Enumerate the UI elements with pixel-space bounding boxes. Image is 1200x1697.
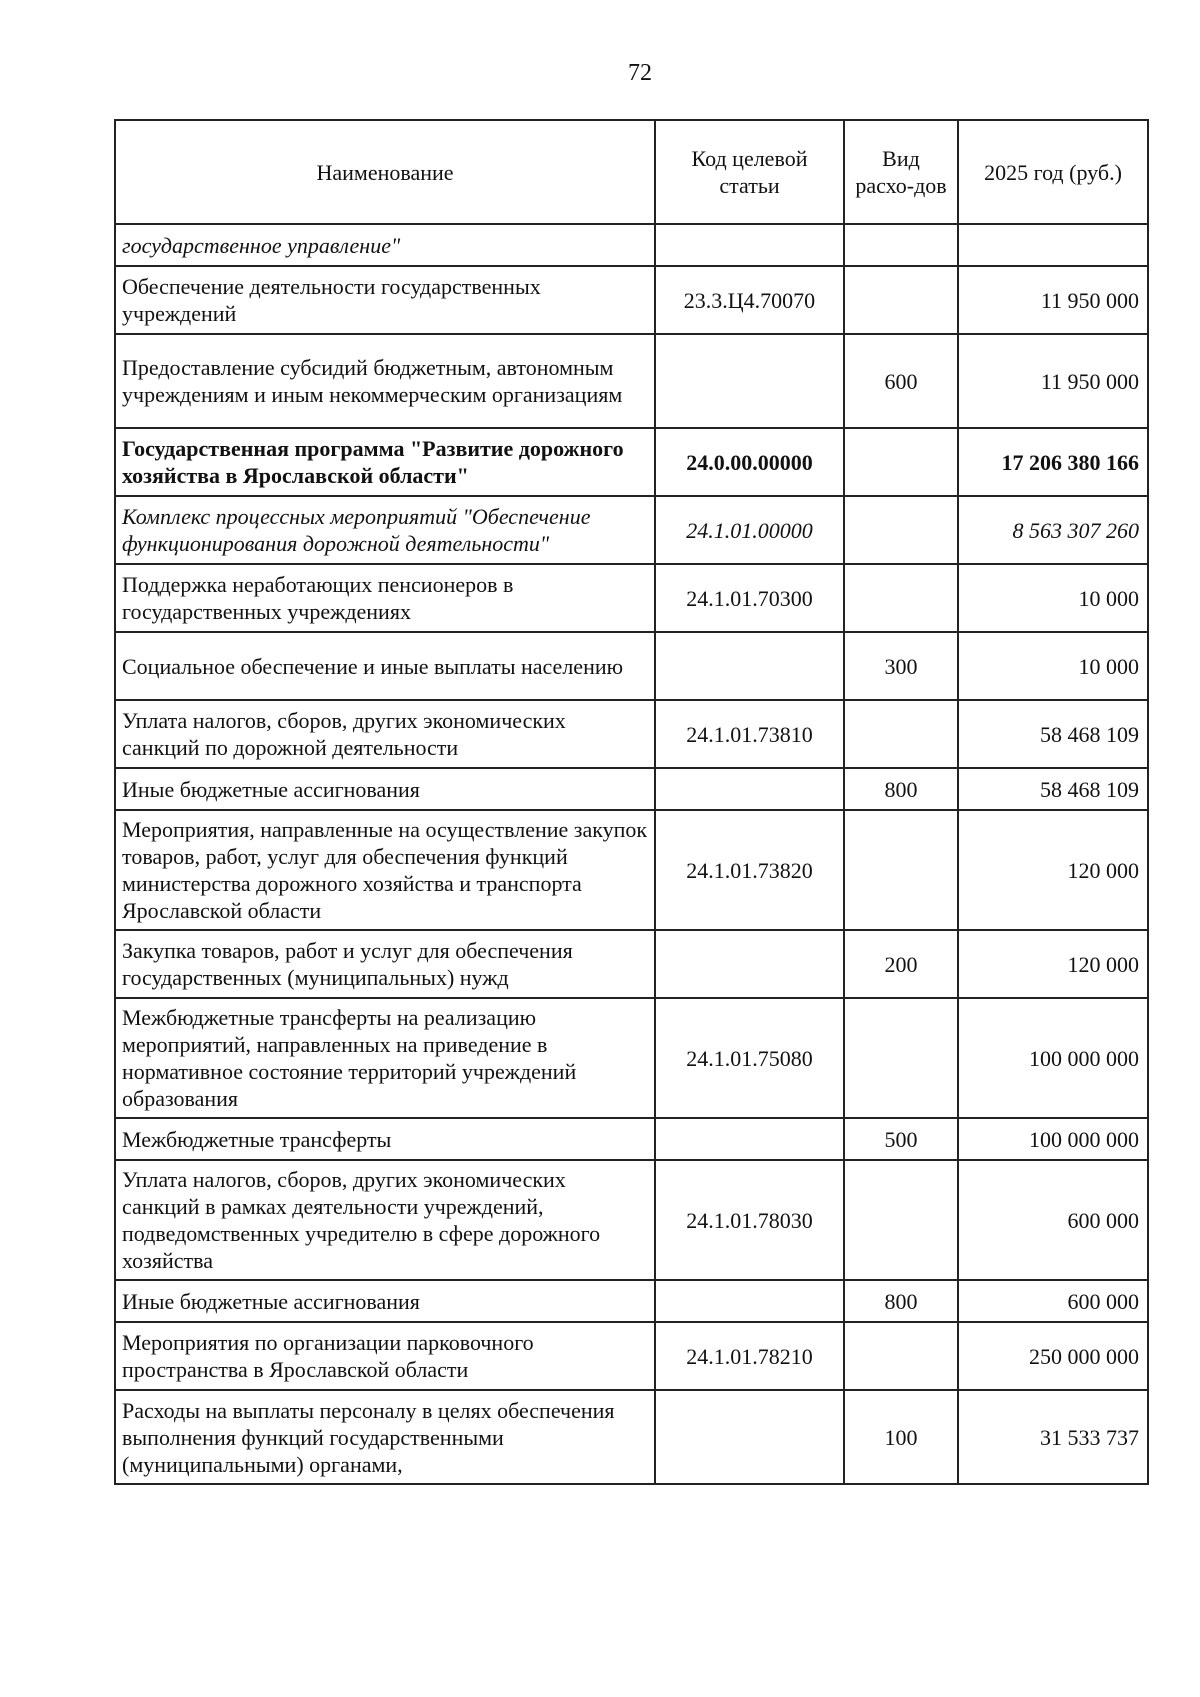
- cell-amount: 600 000: [958, 1160, 1148, 1280]
- cell-type: 600: [844, 334, 958, 428]
- cell-type: 300: [844, 632, 958, 700]
- cell-amount: 100 000 000: [958, 1118, 1148, 1160]
- cell-amount: 31 533 737: [958, 1390, 1148, 1484]
- cell-code: 24.1.01.78030: [655, 1160, 844, 1280]
- cell-name: Социальное обеспечение и иные выплаты населению: [115, 632, 655, 700]
- table-row: [115, 998, 1148, 1118]
- cell-name: Поддержка неработающих пенсионеров в государственных учреждениях: [115, 564, 655, 632]
- table-row: [115, 1118, 1148, 1160]
- cell-name: государственное управление": [115, 224, 655, 266]
- cell-name: Закупка товаров, работ и услуг для обеспечения государственных (муниципальных) нужд: [115, 930, 655, 998]
- cell-name: Межбюджетные трансферты на реализацию мероприятий, направленных на приведение в нормативное состояние территорий учреждений образования: [115, 998, 655, 1118]
- cell-type: 200: [844, 930, 958, 998]
- cell-amount: 58 468 109: [958, 768, 1148, 810]
- cell-amount: 17 206 380 166: [958, 428, 1148, 496]
- cell-code: 24.1.01.70300: [655, 564, 844, 632]
- cell-name: Государственная программа "Развитие дорожного хозяйства в Ярославской области": [115, 428, 655, 496]
- cell-type: 800: [844, 1280, 958, 1322]
- cell-code: [655, 334, 844, 428]
- cell-name: Мероприятия по организации парковочного пространства в Ярославской области: [115, 1322, 655, 1390]
- cell-name: Межбюджетные трансферты: [115, 1118, 655, 1160]
- cell-code: [655, 1390, 844, 1484]
- cell-amount: 10 000: [958, 564, 1148, 632]
- header-name: Наименование: [115, 120, 655, 224]
- cell-amount: 250 000 000: [958, 1322, 1148, 1390]
- cell-name: Уплата налогов, сборов, других экономических санкций в рамках деятельности учреждений, подведомственных учредителю в сфере дорожного хозяйства: [115, 1160, 655, 1280]
- cell-amount: [958, 224, 1148, 266]
- table-header-row: [115, 120, 1148, 224]
- cell-code: 23.3.Ц4.70070: [655, 266, 844, 334]
- page-number: 72: [628, 60, 652, 86]
- cell-amount: 8 563 307 260: [958, 496, 1148, 564]
- cell-type: [844, 428, 958, 496]
- cell-amount: 600 000: [958, 1280, 1148, 1322]
- cell-name: Обеспечение деятельности государственных учреждений: [115, 266, 655, 334]
- cell-name: Комплекс процессных мероприятий "Обеспечение функционирования дорожной деятельности": [115, 496, 655, 564]
- budget-table: [114, 119, 1149, 1485]
- cell-code: 24.0.00.00000: [655, 428, 844, 496]
- cell-type: [844, 810, 958, 930]
- cell-type: [844, 496, 958, 564]
- table-row: [115, 1322, 1148, 1390]
- cell-type: [844, 564, 958, 632]
- table-row: [115, 632, 1148, 700]
- cell-type: [844, 1160, 958, 1280]
- cell-code: 24.1.01.00000: [655, 496, 844, 564]
- cell-amount: 58 468 109: [958, 700, 1148, 768]
- cell-name: Мероприятия, направленные на осуществление закупок товаров, работ, услуг для обеспечения функций министерства дорожного хозяйства и транспорта Ярославской области: [115, 810, 655, 930]
- table-row: [115, 1390, 1148, 1484]
- table-row: [115, 496, 1148, 564]
- cell-code: [655, 224, 844, 266]
- table-row: [115, 768, 1148, 810]
- table-row: [115, 564, 1148, 632]
- cell-code: [655, 768, 844, 810]
- cell-name: Иные бюджетные ассигнования: [115, 1280, 655, 1322]
- cell-amount: 100 000 000: [958, 998, 1148, 1118]
- header-type: Вид расхо-дов: [844, 120, 958, 224]
- table-row: [115, 334, 1148, 428]
- cell-name: Расходы на выплаты персоналу в целях обеспечения выполнения функций государственными (муниципальными) органами,: [115, 1390, 655, 1484]
- cell-code: [655, 1280, 844, 1322]
- cell-type: [844, 1322, 958, 1390]
- cell-name: Предоставление субсидий бюджетным, автономным учреждениям и иным некоммерческим организациям: [115, 334, 655, 428]
- cell-type: 800: [844, 768, 958, 810]
- cell-amount: 120 000: [958, 810, 1148, 930]
- cell-name: Уплата налогов, сборов, других экономических санкций по дорожной деятельности: [115, 700, 655, 768]
- table-row: [115, 428, 1148, 496]
- cell-amount: 11 950 000: [958, 266, 1148, 334]
- cell-amount: 10 000: [958, 632, 1148, 700]
- table-row: [115, 700, 1148, 768]
- cell-code: [655, 632, 844, 700]
- table-row: [115, 224, 1148, 266]
- table-row: [115, 266, 1148, 334]
- cell-code: [655, 1118, 844, 1160]
- cell-amount: 120 000: [958, 930, 1148, 998]
- table-row: [115, 1280, 1148, 1322]
- cell-type: [844, 998, 958, 1118]
- table-row: [115, 1160, 1148, 1280]
- cell-amount: 11 950 000: [958, 334, 1148, 428]
- cell-name: Иные бюджетные ассигнования: [115, 768, 655, 810]
- header-amount: 2025 год (руб.): [958, 120, 1148, 224]
- cell-type: 100: [844, 1390, 958, 1484]
- cell-type: [844, 224, 958, 266]
- cell-code: [655, 930, 844, 998]
- cell-code: 24.1.01.73810: [655, 700, 844, 768]
- table-row: [115, 930, 1148, 998]
- cell-type: 500: [844, 1118, 958, 1160]
- cell-code: 24.1.01.75080: [655, 998, 844, 1118]
- cell-code: 24.1.01.78210: [655, 1322, 844, 1390]
- header-code: Код целевой статьи: [655, 120, 844, 224]
- cell-type: [844, 266, 958, 334]
- cell-code: 24.1.01.73820: [655, 810, 844, 930]
- table-row: [115, 810, 1148, 930]
- cell-type: [844, 700, 958, 768]
